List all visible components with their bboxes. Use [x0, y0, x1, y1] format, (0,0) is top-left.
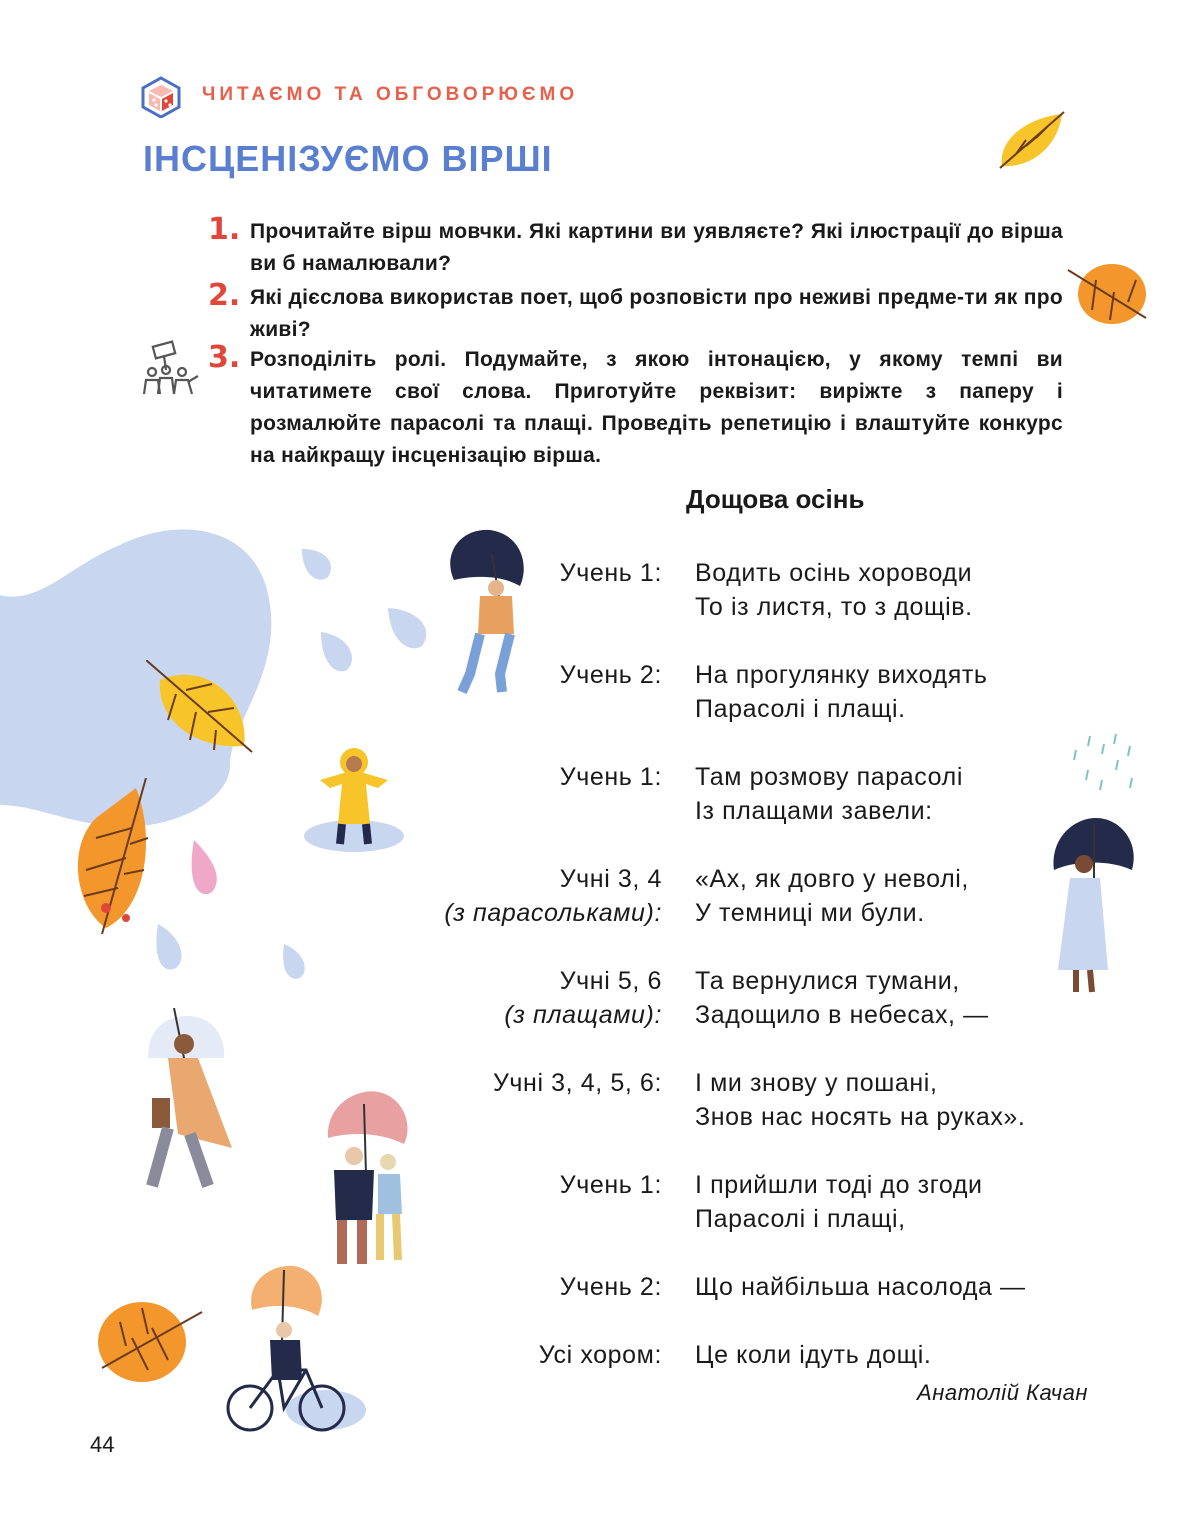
- page-title: ІНСЦЕНІЗУЄМО ВІРШІ: [143, 138, 553, 179]
- verse-line: Парасолі і плащі.: [695, 695, 906, 723]
- verse-line: «Ах, як довго у неволі,: [695, 865, 969, 893]
- task-item: [208, 278, 1063, 346]
- task-number: 1.: [208, 212, 241, 247]
- verse-line: І прийшли тоді до згоди: [695, 1171, 983, 1199]
- rain-streaks-icon: [1066, 730, 1146, 800]
- verse-line: То із листя, то з дощів.: [695, 593, 973, 621]
- poem-author: Анатолій Качан: [917, 1380, 1088, 1405]
- verse-line: Знов нас носять на руках».: [695, 1103, 1026, 1131]
- child-raincoat-illustration: [300, 740, 410, 860]
- section-label: ЧИТАЄМО ТА ОБГОВОРЮЄМО: [202, 84, 579, 105]
- leaf-icon: [66, 778, 156, 938]
- man-bubble-umbrella-illustration: [138, 1008, 238, 1194]
- stanza-role: Учень 2:: [559, 661, 662, 689]
- stanza-verse: [695, 1066, 1025, 1134]
- stanza-verse: [695, 964, 989, 1032]
- verse-line: Задощило в небесах, —: [695, 1001, 989, 1029]
- woman-umbrella-illustration: [1050, 814, 1140, 996]
- stanza-verse: [695, 760, 963, 828]
- stanza-verse: [695, 1338, 931, 1372]
- verse-line: Парасолі і плащі,: [695, 1205, 906, 1233]
- leaf-icon: [996, 110, 1066, 172]
- role-note: (з парасольками):: [444, 899, 662, 927]
- verse-line: Та вернулися тумани,: [695, 967, 960, 995]
- task-text: Розподіліть ролі. Подумайте, з якою інтонацією, у якому темпі ви читатимете свої слова. Приготуйте реквізит: виріжте з паперу і розмалюйте парасолі та плащі. Проведіть репетицію і влаштуйте конкурс на найкращу інсценізацію вірша.: [250, 348, 1063, 467]
- task-item: [208, 340, 1063, 472]
- verse-line: Що найбільша насолода —: [695, 1273, 1026, 1301]
- task-item: [208, 212, 1063, 280]
- raindrop-icon: [384, 604, 436, 654]
- stanza-verse: [695, 862, 969, 930]
- stanza-verse: [695, 556, 973, 624]
- role-name: Учні 5, 6: [559, 967, 662, 995]
- stanza-role: Учень 1:: [559, 763, 662, 791]
- role-note: (з плащами):: [504, 1001, 662, 1029]
- stanza-role: Усі хором:: [538, 1341, 662, 1369]
- verse-line: Там розмову парасолі: [695, 763, 963, 791]
- page-number: 44: [90, 1432, 115, 1457]
- raindrop-icon: [184, 838, 224, 898]
- task-text: Які дієслова використав поет, щоб розповісти про неживі предме-ти як про живі?: [250, 286, 1063, 341]
- verse-line: Із плащами завели:: [695, 797, 933, 825]
- verse-line: У темниці ми були.: [695, 899, 925, 927]
- stanza-verse: [695, 1270, 1026, 1304]
- group-work-icon: [140, 340, 202, 398]
- verse-line: І ми знову у пошані,: [695, 1069, 938, 1097]
- verse-line: На прогулянку виходять: [695, 661, 988, 689]
- stanza-verse: [695, 1168, 983, 1236]
- dice-cube-icon: [140, 76, 182, 118]
- leaf-icon: [1066, 258, 1150, 328]
- raindrop-icon: [150, 922, 190, 974]
- verse-line: Це коли ідуть дощі.: [695, 1341, 932, 1369]
- leaf-icon: [96, 1298, 206, 1384]
- stanza-role: Учень 2:: [559, 1273, 662, 1301]
- task-number: 2.: [208, 278, 241, 313]
- raindrop-icon: [278, 942, 312, 982]
- stanza-role: [342, 862, 662, 930]
- stanza-verse: [695, 658, 988, 726]
- stanza-role: Учень 1:: [559, 1171, 662, 1199]
- task-text: Прочитайте вірш мовчки. Які картини ви уявляєте? Які ілюстрації до вірша ви б намалювали?: [250, 220, 1063, 275]
- role-name: Учні 3, 4: [559, 865, 662, 893]
- raindrop-icon: [298, 545, 338, 585]
- task-number: 3.: [208, 340, 241, 375]
- stanza-role: Учень 1:: [559, 559, 662, 587]
- leaf-icon: [146, 660, 256, 754]
- poem-title: Дощова осінь: [686, 484, 865, 514]
- verse-line: Водить осінь хороводи: [695, 559, 973, 587]
- stanza-role: [342, 964, 662, 1032]
- stanza-role: Учні 3, 4, 5, 6:: [492, 1069, 662, 1097]
